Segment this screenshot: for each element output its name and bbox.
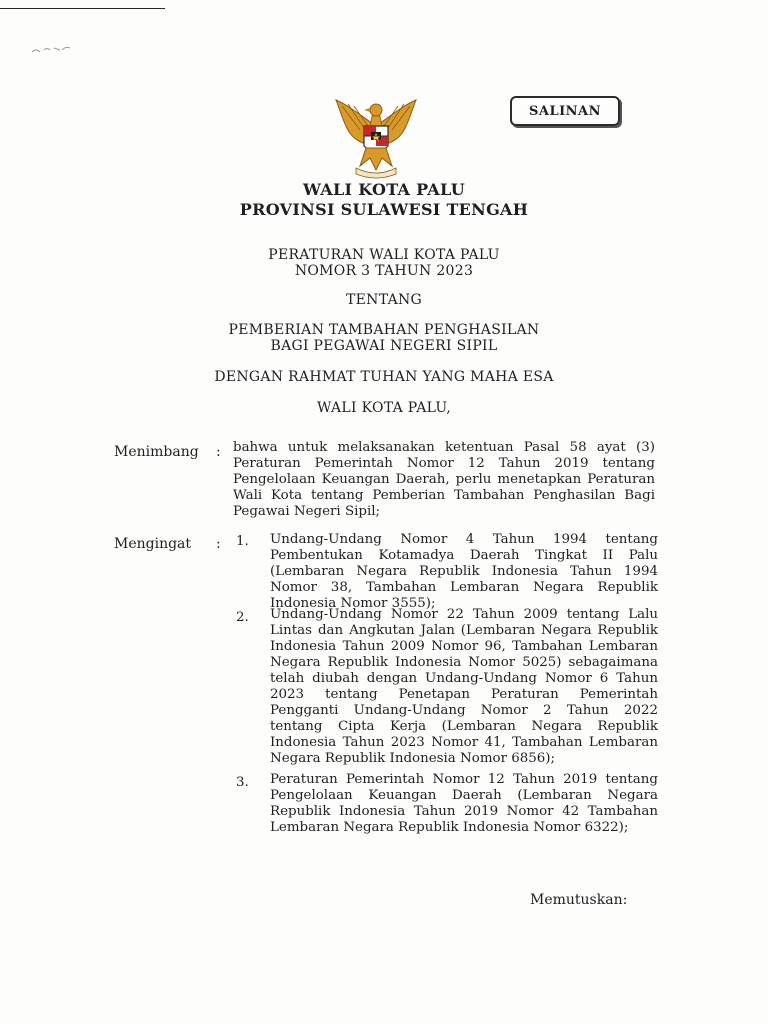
mengingat-item-text: Undang-Undang Nomor 4 Tahun 1994 tentang Pembentukan Kotamadya Daerah Tingkat II Palu (Lembaran Negara Republik Indonesia Tahun 1994 Nomor 38, Tambahan Lembaran Negara Republik Indonesia Nomor 3555);	[270, 532, 658, 611]
mengingat-item-number: 2.	[236, 610, 249, 625]
salinan-stamp: SALINAN	[510, 96, 620, 126]
wali-kota-line: WALI KOTA PALU,	[316, 400, 451, 416]
header-title: WALI KOTA PALU	[303, 180, 465, 199]
regulation-title: PERATURAN WALI KOTA PALU	[268, 247, 500, 263]
header-subtitle: PROVINSI SULAWESI TENGAH	[239, 200, 529, 219]
mengingat-item-number: 3.	[236, 775, 249, 790]
mengingat-label: Mengingat	[114, 536, 192, 552]
scan-mark-icon	[30, 40, 80, 58]
subject-line-1: PEMBERIAN TAMBAHAN PENGHASILAN	[228, 322, 540, 338]
menimbang-colon: :	[216, 444, 221, 460]
garuda-emblem-icon	[330, 96, 422, 180]
menimbang-text: bahwa untuk melaksanakan ketentuan Pasal 58 ayat (3) Peraturan Pemerintah Nomor 12 Tahun 2019 tentang Pengelolaan Keuangan Daerah, perlu menetapkan Peraturan Wali Kota tentang Pemberian Tambahan Penghasilan Bagi Pegawai Negeri Sipil;	[233, 440, 655, 519]
rahmat-line: DENGAN RAHMAT TUHAN YANG MAHA ESA	[214, 369, 554, 385]
subject-line-2: BAGI PEGAWAI NEGERI SIPIL	[270, 338, 498, 354]
memutuskan-label: Memutuskan:	[530, 892, 628, 908]
regulation-number: NOMOR 3 TAHUN 2023	[294, 263, 474, 279]
mengingat-item-text: Peraturan Pemerintah Nomor 12 Tahun 2019 tentang Pengelolaan Keuangan Daerah (Lembaran Negara Republik Indonesia Tahun 2019 Nomor 42 Tambahan Lembaran Negara Republik Indonesia Nomor 6322);	[270, 772, 658, 835]
mengingat-item-number: 1.	[236, 534, 249, 549]
mengingat-colon: :	[216, 536, 221, 552]
scan-edge-line	[0, 8, 165, 9]
tentang-heading: TENTANG	[345, 292, 423, 308]
mengingat-item-text: Undang-Undang Nomor 22 Tahun 2009 tentang Lalu Lintas dan Angkutan Jalan (Lembaran Negara Republik Indonesia Tahun 2009 Nomor 96, Tambahan Lembaran Negara Republik Indonesia Nomor 5025) sebagaimana telah diubah dengan Undang-Undang Nomor 6 Tahun 2023 tentang Penetapan Peraturan Pemerintah Pengganti Undang-Undang Nomor 2 Tahun 2022 tentang Cipta Kerja (Lembaran Negara Republik Indonesia Tahun 2023 Nomor 41, Tambahan Lembaran Negara Republik Indonesia Nomor 6856);	[270, 607, 658, 766]
menimbang-label: Menimbang	[114, 444, 199, 460]
